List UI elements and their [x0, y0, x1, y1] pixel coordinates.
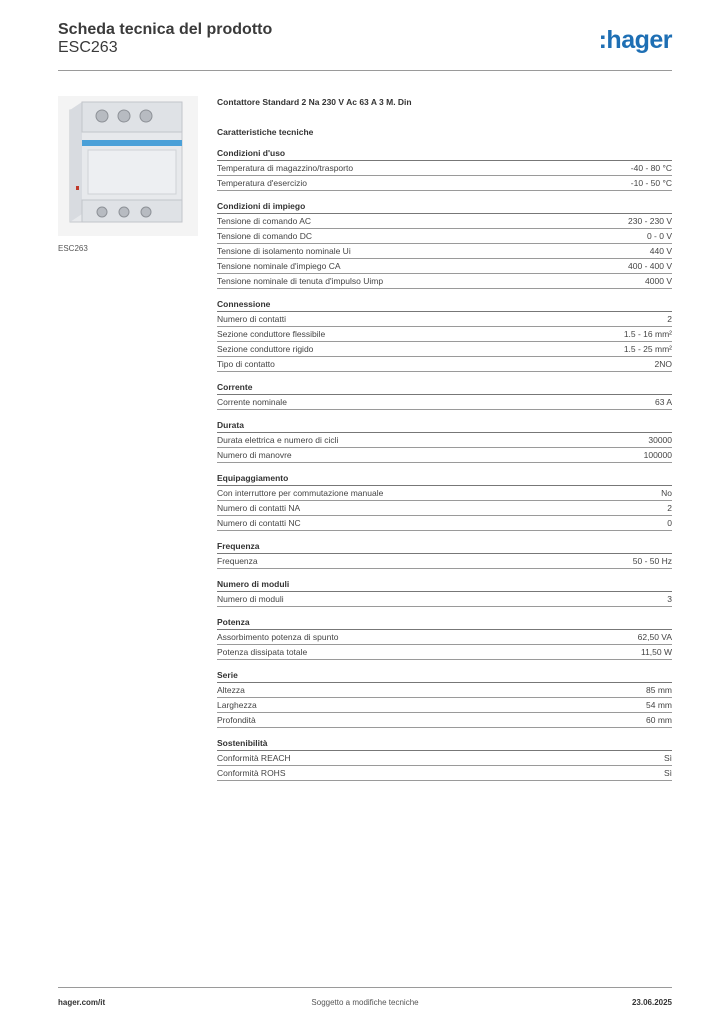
spec-label: Altezza [217, 685, 245, 695]
spec-section [217, 668, 672, 728]
spec-section [217, 380, 672, 410]
spec-row [217, 516, 672, 531]
section-title: Frequenza [217, 539, 672, 554]
spec-row [217, 229, 672, 244]
spec-value: 0 [667, 518, 672, 528]
spec-section [217, 615, 672, 660]
spec-section [217, 736, 672, 781]
spec-row [217, 592, 672, 607]
spec-value: 30000 [648, 435, 672, 445]
spec-label: Temperatura d'esercizio [217, 178, 307, 188]
spec-content [217, 96, 672, 789]
spec-value: No [661, 488, 672, 498]
spec-row [217, 448, 672, 463]
header-divider [58, 70, 672, 71]
spec-value: 2NO [654, 359, 672, 369]
spec-label: Conformità REACH [217, 753, 291, 763]
spec-value: 1.5 - 25 mm² [623, 344, 672, 354]
contactor-module-image [58, 96, 198, 236]
spec-label: Larghezza [217, 700, 257, 710]
spec-label: Potenza dissipata totale [217, 647, 308, 657]
spec-row [217, 161, 672, 176]
spec-value: 63 A [654, 397, 672, 407]
spec-row [217, 342, 672, 357]
spec-value: 3 [667, 594, 672, 604]
spec-section [217, 146, 672, 191]
spec-label: Profondità [217, 715, 256, 725]
spec-row [217, 554, 672, 569]
section-title: Condizioni d'uso [217, 146, 672, 161]
spec-row [217, 683, 672, 698]
spec-row [217, 274, 672, 289]
spec-value: 100000 [643, 450, 672, 460]
tech-characteristics-title: Caratteristiche tecniche [217, 127, 314, 137]
spec-label: Tensione di isolamento nominale Ui [217, 246, 351, 256]
spec-section [217, 577, 672, 607]
section-title: Serie [217, 668, 672, 683]
spec-value: 230 - 230 V [628, 216, 672, 226]
spec-value: 2 [667, 314, 672, 324]
section-title: Sostenibilità [217, 736, 672, 751]
spec-row [217, 630, 672, 645]
spec-value: Sì [663, 768, 672, 778]
spec-row [217, 312, 672, 327]
spec-label: Sezione conduttore flessibile [217, 329, 326, 339]
section-title: Condizioni di impiego [217, 199, 672, 214]
spec-label: Tipo di contatto [217, 359, 275, 369]
footer-divider [58, 987, 672, 988]
page-footer [58, 997, 672, 1009]
spec-row [217, 713, 672, 728]
spec-value: 54 mm [646, 700, 672, 710]
spec-label: Assorbimento potenza di spunto [217, 632, 339, 642]
spec-row [217, 433, 672, 448]
spec-row [217, 751, 672, 766]
spec-row [217, 259, 672, 274]
spec-section [217, 297, 672, 372]
product-name: Contattore Standard 2 Na 230 V Ac 63 A 3 M. Din [217, 97, 412, 107]
spec-value: 60 mm [646, 715, 672, 725]
hager-logo: :hager [598, 26, 672, 54]
section-title: Durata [217, 418, 672, 433]
spec-label: Tensione di comando AC [217, 216, 312, 226]
spec-row [217, 327, 672, 342]
spec-value: 2 [667, 503, 672, 513]
spec-section [217, 471, 672, 531]
spec-label: Conformità ROHS [217, 768, 286, 778]
section-title: Connessione [217, 297, 672, 312]
spec-row [217, 486, 672, 501]
footer-website: hager.com/it [58, 998, 106, 1007]
spec-row [217, 645, 672, 660]
spec-row [217, 766, 672, 781]
spec-value: 4000 V [645, 276, 672, 286]
image-caption: ESC263 [58, 244, 88, 253]
spec-section [217, 199, 672, 289]
spec-value: 62,50 VA [637, 632, 672, 642]
spec-sections [217, 146, 672, 781]
spec-label: Numero di contatti [217, 314, 286, 324]
spec-value: 440 V [649, 246, 672, 256]
section-title: Equipaggiamento [217, 471, 672, 486]
spec-label: Numero di moduli [217, 594, 284, 604]
spec-row [217, 395, 672, 410]
spec-value: 0 - 0 V [646, 231, 672, 241]
product-code: ESC263 [58, 39, 118, 56]
spec-value: 1.5 - 16 mm² [623, 329, 672, 339]
spec-value: 11,50 W [640, 647, 672, 657]
spec-value: 400 - 400 V [628, 261, 672, 271]
spec-label: Temperatura di magazzino/trasporto [217, 163, 354, 173]
spec-row [217, 176, 672, 191]
spec-row [217, 214, 672, 229]
spec-value: -10 - 50 °C [630, 178, 672, 188]
spec-row [217, 501, 672, 516]
spec-label: Con interruttore per commutazione manuale [217, 488, 384, 498]
footer-date: 23.06.2025 [631, 998, 672, 1007]
spec-section [217, 418, 672, 463]
page-title: Scheda tecnica del prodotto [58, 21, 273, 38]
spec-section [217, 539, 672, 569]
spec-row [217, 244, 672, 259]
section-title: Potenza [217, 615, 672, 630]
spec-label: Sezione conduttore rigido [217, 344, 314, 354]
spec-row [217, 357, 672, 372]
spec-row [217, 698, 672, 713]
spec-label: Numero di contatti NC [217, 518, 301, 528]
section-title: Corrente [217, 380, 672, 395]
spec-label: Tensione nominale d'impiego CA [217, 261, 341, 271]
spec-value: -40 - 80 °C [630, 163, 672, 173]
page-header [58, 20, 672, 68]
spec-value: 85 mm [646, 685, 672, 695]
spec-label: Tensione di comando DC [217, 231, 312, 241]
spec-value: 50 - 50 Hz [632, 556, 672, 566]
spec-label: Tensione nominale di tenuta d'impulso Uimp [217, 276, 384, 286]
spec-label: Corrente nominale [217, 397, 287, 407]
spec-value: Sì [663, 753, 672, 763]
section-title: Numero di moduli [217, 577, 672, 592]
spec-label: Frequenza [217, 556, 258, 566]
spec-label: Durata elettrica e numero di cicli [217, 435, 339, 445]
footer-notice: Soggetto a modifiche tecniche [311, 998, 419, 1007]
spec-label: Numero di contatti NA [217, 503, 301, 513]
spec-label: Numero di manovre [217, 450, 292, 460]
